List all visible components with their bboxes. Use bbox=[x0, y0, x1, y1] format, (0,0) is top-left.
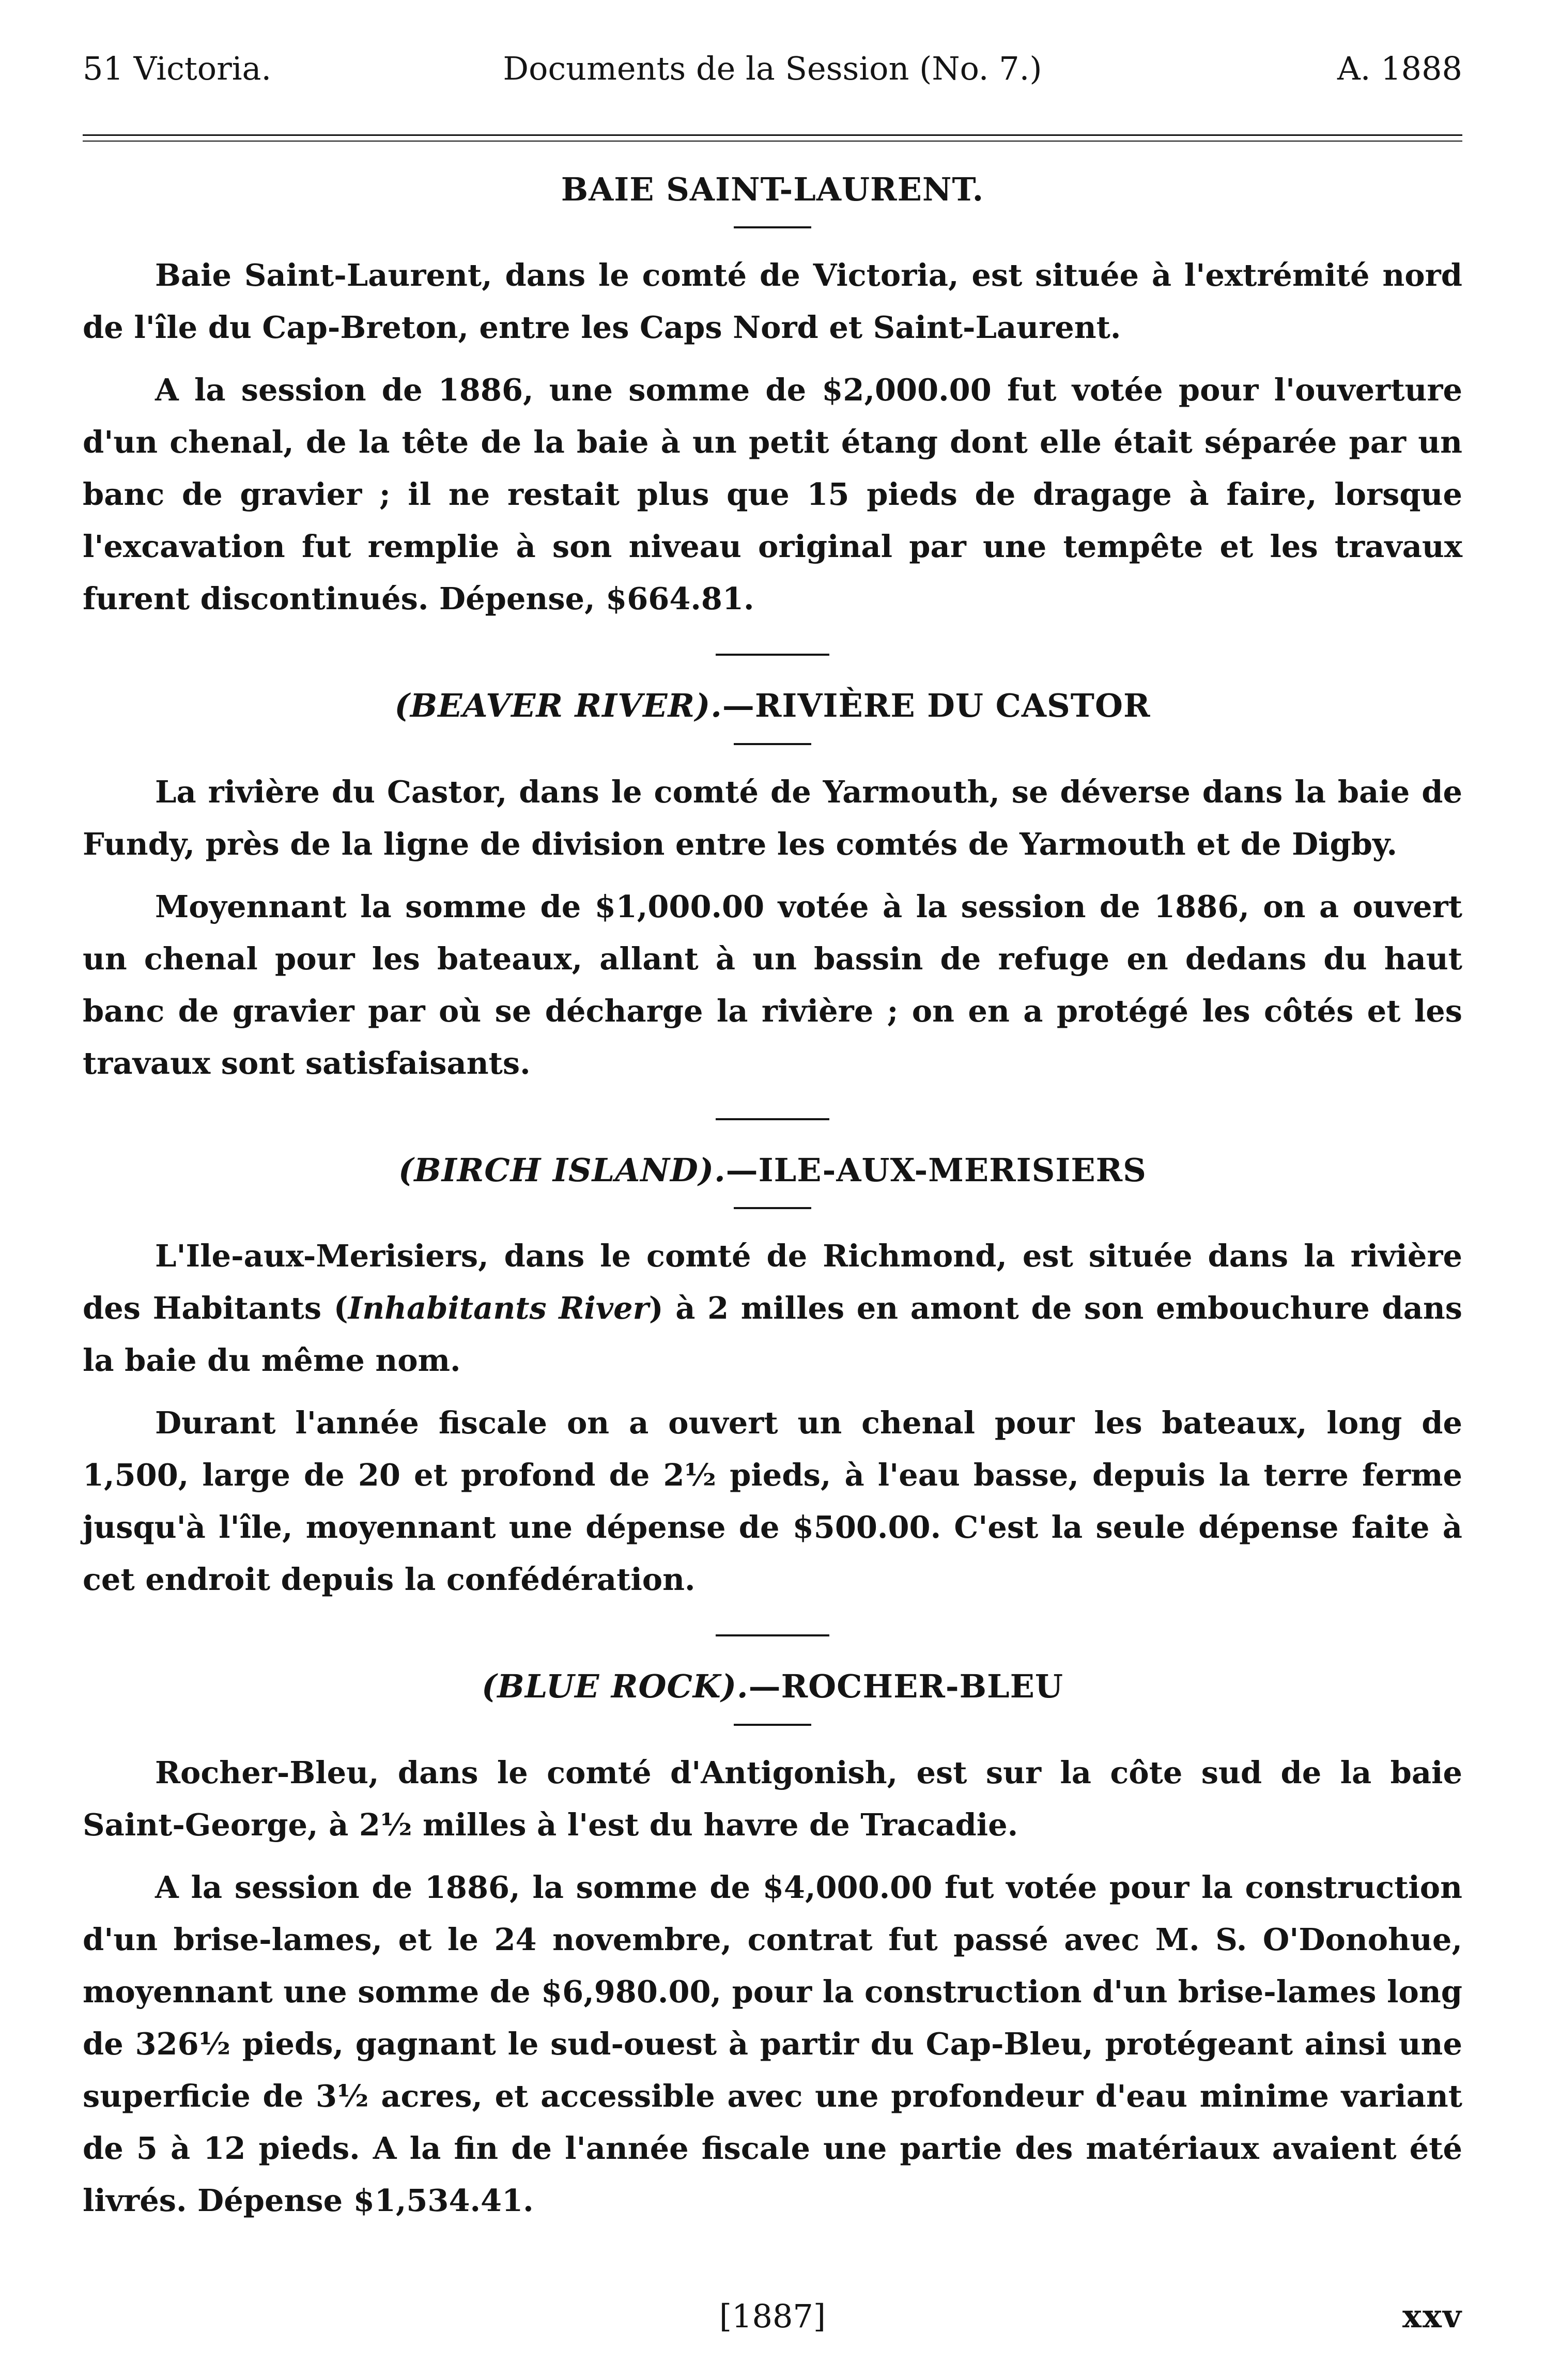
header-rule-thin bbox=[83, 141, 1462, 142]
section-separator bbox=[716, 1118, 829, 1120]
paragraph: Durant l'année fiscale on a ouvert un chenal pour les bateaux, long de 1,500, large de 20 et profond de 2½ pieds, à l'eau basse, depuis la terre ferme jusqu'à l'île, moyennant une dépense de $500.00. C'est la seule dépense faite à cet endroit depuis la confédération. bbox=[83, 1405, 1462, 1598]
paragraph-italic-text: Inhabitants River bbox=[348, 1290, 649, 1326]
paragraph: Baie Saint-Laurent, dans le comté de Victoria, est située à l'extrémité nord de l'île du Cap-Breton, entre les Caps Nord et Saint-Laurent. bbox=[83, 257, 1462, 346]
paragraph-text: L'Ile-aux-Merisiers, dans le comté de Richmond, est située dans la rivière des Habitants ( bbox=[83, 1238, 1462, 1326]
section-rocher-bleu bbox=[83, 1667, 1462, 2226]
roman-page-number: xxv bbox=[1402, 2297, 1462, 2335]
section-title bbox=[83, 1667, 1462, 1706]
running-header bbox=[83, 50, 1462, 106]
paragraph-text: ) à 2 milles en amont de son embouchure dans la baie du même nom. bbox=[83, 1290, 1463, 1379]
header-title: Documents de la Session (No. 7.) bbox=[503, 50, 1042, 87]
section-title-french: —ROCHER-BLEU bbox=[748, 1667, 1063, 1706]
section-separator bbox=[716, 1634, 829, 1636]
title-rule bbox=[734, 1207, 811, 1209]
title-rule bbox=[734, 226, 811, 228]
header-rule bbox=[83, 134, 1462, 136]
paragraph: Rocher-Bleu, dans le comté d'Antigonish, est sur la côte sud de la baie Saint-George, à 2½ milles à l'est du havre de Tracadie. bbox=[83, 1754, 1462, 1843]
section-title-french: —RIVIÈRE DU CASTOR bbox=[722, 687, 1151, 725]
paragraph: La rivière du Castor, dans le comté de Yarmouth, se déverse dans la baie de Fundy, près de la ligne de division entre les comtés de Yarmouth et de Digby. bbox=[83, 774, 1462, 862]
paragraph bbox=[83, 1230, 1462, 1386]
section-title-french: —ILE-AUX-MERISIERS bbox=[725, 1151, 1147, 1189]
section-title-english: (BLUE ROCK). bbox=[482, 1667, 749, 1706]
section-title-english: (BIRCH ISLAND). bbox=[398, 1151, 726, 1189]
section-baie-saint-laurent bbox=[83, 171, 1462, 625]
page-footer bbox=[83, 2297, 1462, 2344]
section-title bbox=[83, 1151, 1462, 1189]
section-title-english: (BEAVER RIVER). bbox=[394, 687, 722, 725]
title-rule bbox=[734, 1724, 811, 1726]
page-body bbox=[83, 171, 1462, 2237]
section-riviere-du-castor bbox=[83, 687, 1462, 1089]
page-number: [1887] bbox=[719, 2297, 826, 2335]
section-title: BAIE SAINT-LAURENT. bbox=[561, 171, 984, 208]
section-separator bbox=[716, 654, 829, 656]
header-volume: 51 Victoria. bbox=[83, 50, 272, 87]
paragraph: Moyennant la somme de $1,000.00 votée à la session de 1886, on a ouvert un chenal pour les bateaux, allant à un bassin de refuge en dedans du haut banc de gravier par où se décharge la rivière ; on en a protégé les côtés et les travaux sont satisfaisants. bbox=[83, 888, 1462, 1081]
paragraph: A la session de 1886, une somme de $2,000.00 fut votée pour l'ouverture d'un chenal, de la tête de la baie à un petit étang dont elle était séparée par un banc de gravier ; il ne restait plus que 15 pieds de dragage à faire, lorsque l'excavation fut remplie à son niveau original par une tempête et les travaux furent discontinués. Dépense, $664.81. bbox=[83, 372, 1462, 617]
section-ile-aux-merisiers bbox=[83, 1151, 1462, 1605]
paragraph: A la session de 1886, la somme de $4,000.00 fut votée pour la construction d'un brise-lames, et le 24 novembre, contrat fut passé avec M. S. O'Donohue, moyennant une somme de $6,980.00, pour la construction d'un brise-lames long de 326½ pieds, gagnant le sud-ouest à partir du Cap-Bleu, protégeant ainsi une superficie de 3½ acres, et accessible avec une profondeur d'eau minime variant de 5 à 12 pieds. A la fin de l'année fiscale une partie des matériaux avaient été livrés. Dépense $1,534.41. bbox=[83, 1869, 1462, 2218]
header-year: A. 1888 bbox=[1337, 50, 1462, 87]
section-title bbox=[83, 687, 1462, 725]
title-rule bbox=[734, 743, 811, 745]
